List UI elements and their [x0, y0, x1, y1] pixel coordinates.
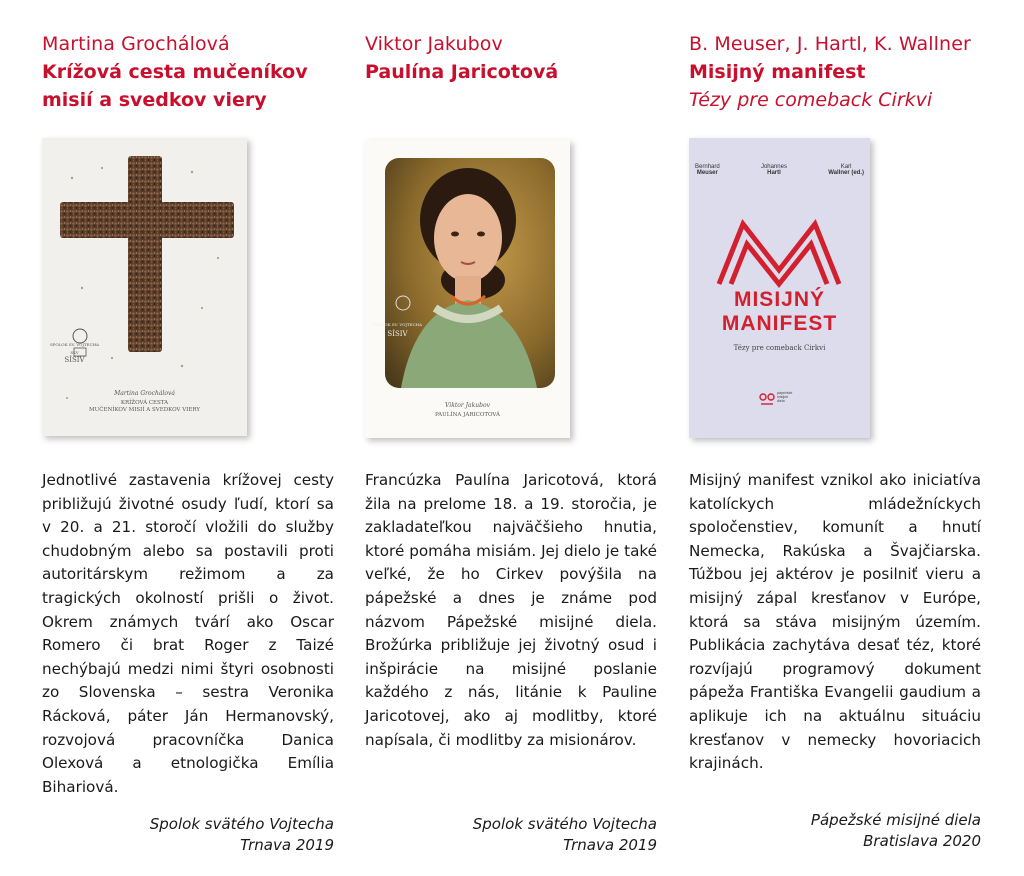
book-description-2: Francúzka Paulína Jaricotová, ktorá žila na prelome 18. a 19. storočia, je zakladateľkou najväčšieho hnutia, ktoré pomáha misiám. Jej dielo je také veľké, že ho Cirkev povýšila na pápežské a dnes je známe pod názvom Pápežské misijné diela. Brožúrka približuje jej životný osud i inšpirácie na misijné poslanie každého z nás, litánie k Pauline Jaricotovej, ako aj modlitby, ktoré napísala, či modlitby za misionárov. — [365, 471, 657, 749]
book-title-line: Krížová cesta mučeníkov — [42, 61, 308, 83]
book-subtitle: Tézy pre comeback Cirkvi — [689, 89, 933, 111]
cover-logo-text: SPOLOK SV. VOJTECHA — [49, 342, 100, 347]
cover-logo-text: SSV — [70, 350, 79, 355]
cover-logo-text: pápežské misijné diela — [777, 391, 793, 404]
book-title-line: Misijný manifest — [689, 61, 866, 83]
book-description-3: Misijný manifest vznikol ako iniciatíva katolíckych mládežníckych spoločenstiev, komunít a hnutí Nemecka, Rakúska a Švajčiarska. Túžbou jej aktérov je posilniť vieru a misijný zápal kresťanov v Európe, ktorá sa stáva misijným územím. Publikácia zachytáva desať téz, ktoré rozvíjajú programový dokument pápeža Františka Evangelii gaudium a aplikuje ich na aktuálnu situáciu kresťanov v nemecky hovoriacich krajinách. — [689, 471, 981, 773]
book-author: Martina Grochálová — [42, 33, 230, 55]
cover-title: PAULÍNA JARICOTOVÁ — [434, 412, 501, 418]
cover-subtitle: Tézy pre comeback Cirkvi — [733, 344, 826, 352]
book-author: B. Meuser, J. Hartl, K. Wallner — [689, 33, 971, 55]
book-title-line: misií a svedkov viery — [42, 89, 267, 111]
cover-title: MUČENÍKOV MISIÍ A SVEDKOV VIERY — [89, 407, 200, 413]
book-publisher-1: Spolok svätého Vojtecha Trnava 2019 — [149, 815, 334, 854]
cover-authors: Bernhard Meuser Johannes Hartl Karl Wallner (ed.) — [695, 164, 864, 176]
book-header-3 — [689, 30, 981, 114]
cover-author: Viktor Jakubov — [445, 402, 490, 409]
book-cover-2 — [365, 140, 570, 438]
book-publisher-2: Spolok svätého Vojtecha Trnava 2019 — [472, 815, 657, 854]
pmd-logo — [760, 394, 774, 404]
cover-logo-text: SÍSIV — [387, 330, 408, 338]
book-header-2 — [365, 30, 657, 86]
book-cover-1 — [42, 138, 247, 436]
book-cover-3 — [689, 138, 870, 438]
book-title-line: Paulína Jaricotová — [365, 61, 559, 83]
cover-logo-text: SPOLOK SV. VOJTECHA — [372, 322, 423, 327]
cover-logo-text: SÍSIV — [64, 356, 85, 364]
portrait-illustration — [365, 140, 570, 438]
book-description-1: Jednotlivé zastavenia krížovej cesty približujú životné osudy ľudí, ktorí sa v 20. a 21. storočí vložili do služby chudobným alebo sa postavili proti autoritárskym režimom a za tragických okolností prišli o život. Okrem známych tvárí ako Oscar Romero či brat Roger z Taizé nechýbajú medzi nimi štyri osobnosti zo Slovenska – sestra Veronika Rácková, páter Ján Hermanovský, rozvojová pracovníčka Danica Olexová a etnologička Emília Bihariová. — [42, 471, 334, 796]
cover-title: KRÍŽOVÁ CESTA — [120, 400, 169, 406]
cover-author: Martina Grochálová — [114, 390, 175, 397]
book-header-1 — [42, 30, 334, 114]
book-publisher-3: Pápežské misijné diela Bratislava 2020 — [810, 811, 981, 850]
book-author: Viktor Jakubov — [365, 33, 503, 55]
cover-title: MISIJNÝ MANIFEST — [721, 288, 838, 335]
